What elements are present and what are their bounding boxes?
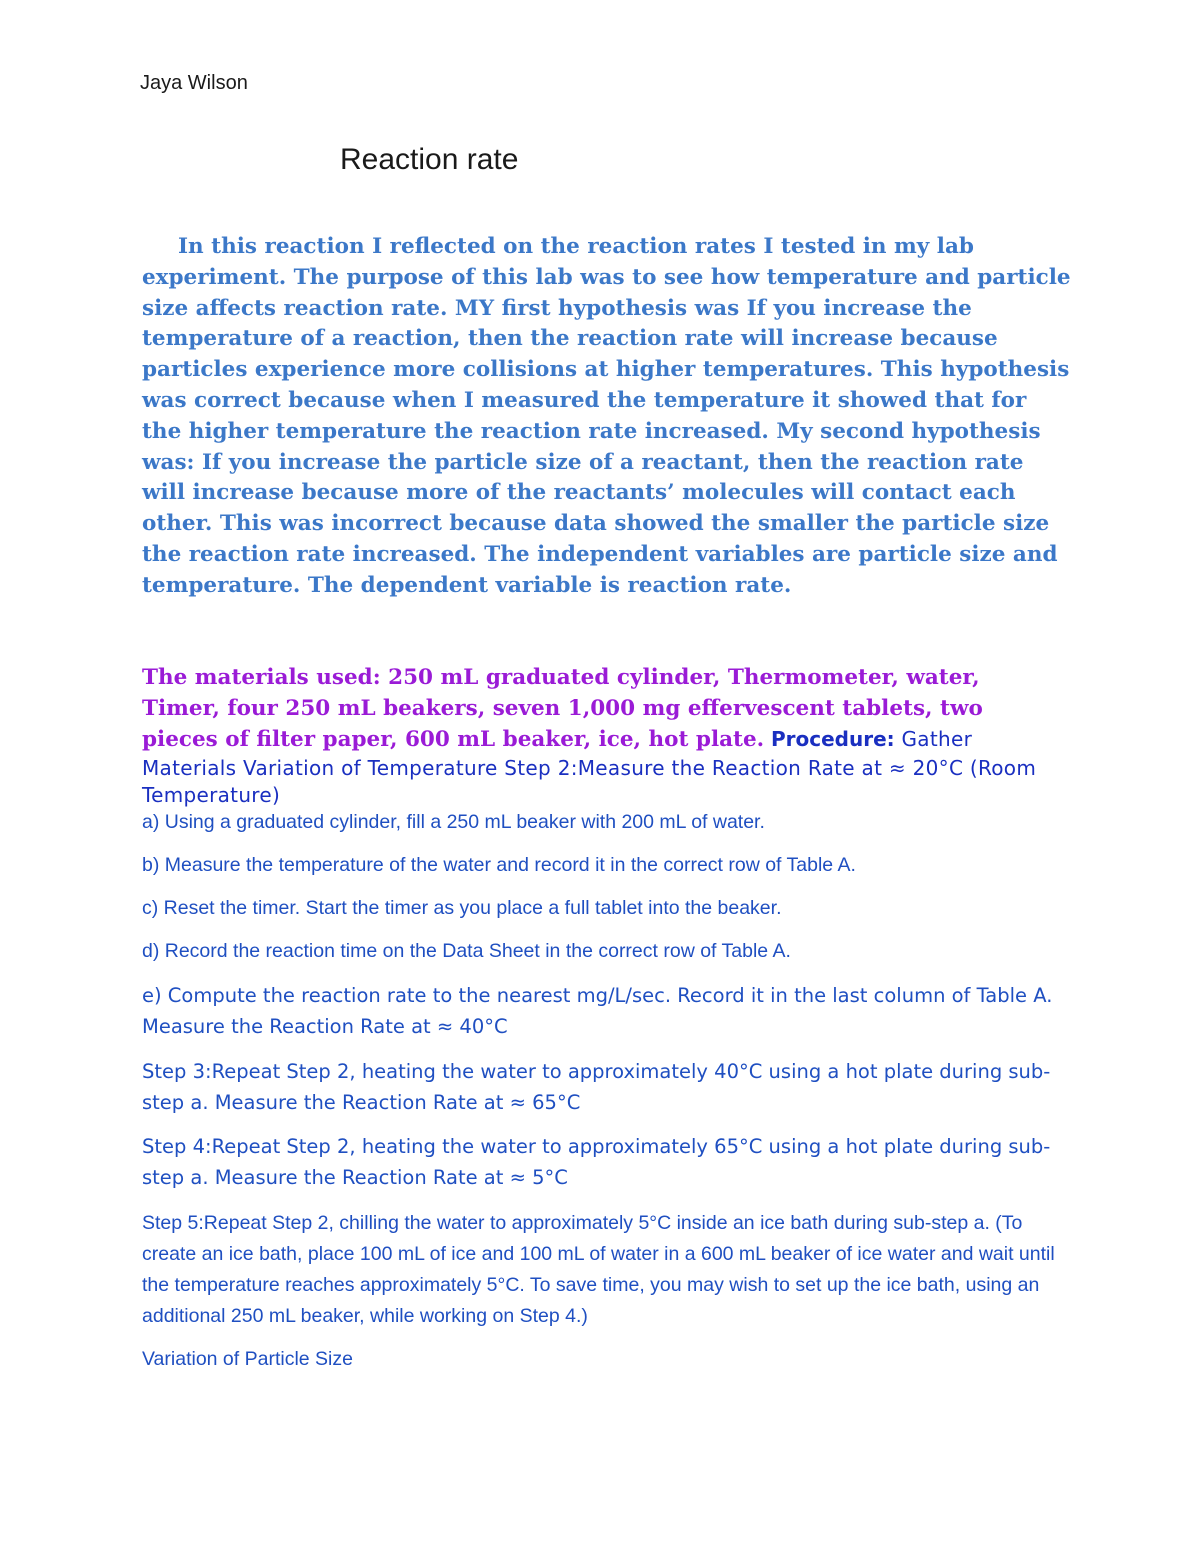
procedure-start: Gather: [901, 727, 973, 751]
materials-paragraph: [142, 663, 1062, 756]
materials-list: The materials used: 250 mL graduated cylinder, Thermometer, water, Timer, four 250 mL beakers, seven 1,000 mg effervescent tablets, two pieces of filter paper, 600 mL beaker, ice, hot plate.: [142, 665, 983, 752]
intro-paragraph: In this reaction I reflected on the reaction rates I tested in my lab experiment. The purpose of this lab was to see how temperature and particle size affects reaction rate. MY first hypothesis was If you increase the temperature of a reaction, then the reaction rate will increase because particles experience more collisions at higher temperatures. This hypothesis was correct because when I measured the temperature it showed that for the higher temperature the reaction rate increased. My second hypothesis was: If you increase the particle size of a reactant, then the reaction rate will increase because more of the reactants’ molecules will contact each other. This was incorrect because data showed the smaller the particle size the reaction rate increased. The independent variables are particle size and temperature. The dependent variable is reaction rate.: [142, 234, 1071, 598]
step-3: Step 3:Repeat Step 2, heating the water to approximately 40°C using a hot plate during sub-step a. Measure the Reaction Rate at ≈ 65°C: [142, 1060, 1051, 1114]
procedure-label: Procedure:: [770, 727, 895, 751]
step2-heading: Materials Variation of Temperature Step 2:Measure the Reaction Rate at ≈ 20°C (Room Temperature): [142, 756, 1037, 807]
sub-step-d: d) Record the reaction time on the Data Sheet in the correct row of Table A.: [142, 940, 791, 962]
step-4: Step 4:Repeat Step 2, heating the water to approximately 65°C using a hot plate during sub-step a. Measure the Reaction Rate at ≈ 5°C: [142, 1135, 1051, 1189]
sub-step-e: e) Compute the reaction rate to the nearest mg/L/sec. Record it in the last column of Table A. Measure the Reaction Rate at ≈ 40°C: [142, 984, 1053, 1038]
document-title: Reaction rate: [340, 143, 519, 176]
step-5: Step 5:Repeat Step 2, chilling the water to approximately 5°C inside an ice bath during sub-step a. (To create an ice bath, place 100 mL of ice and 100 mL of water in a 600 mL beaker of ice water and wait until the temperature reaches approximately 5°C. To save time, you may wish to set up the ice bath, using an additional 250 mL beaker, while working on Step 4.): [142, 1212, 1055, 1327]
sub-step-b: b) Measure the temperature of the water and record it in the correct row of Table A.: [142, 854, 856, 876]
sub-step-a: a) Using a graduated cylinder, fill a 250 mL beaker with 200 mL of water.: [142, 811, 765, 833]
sub-step-c: c) Reset the timer. Start the timer as you place a full tablet into the beaker.: [142, 897, 782, 919]
author-name: Jaya Wilson: [140, 72, 248, 94]
variation-particle-size: Variation of Particle Size: [142, 1348, 353, 1370]
